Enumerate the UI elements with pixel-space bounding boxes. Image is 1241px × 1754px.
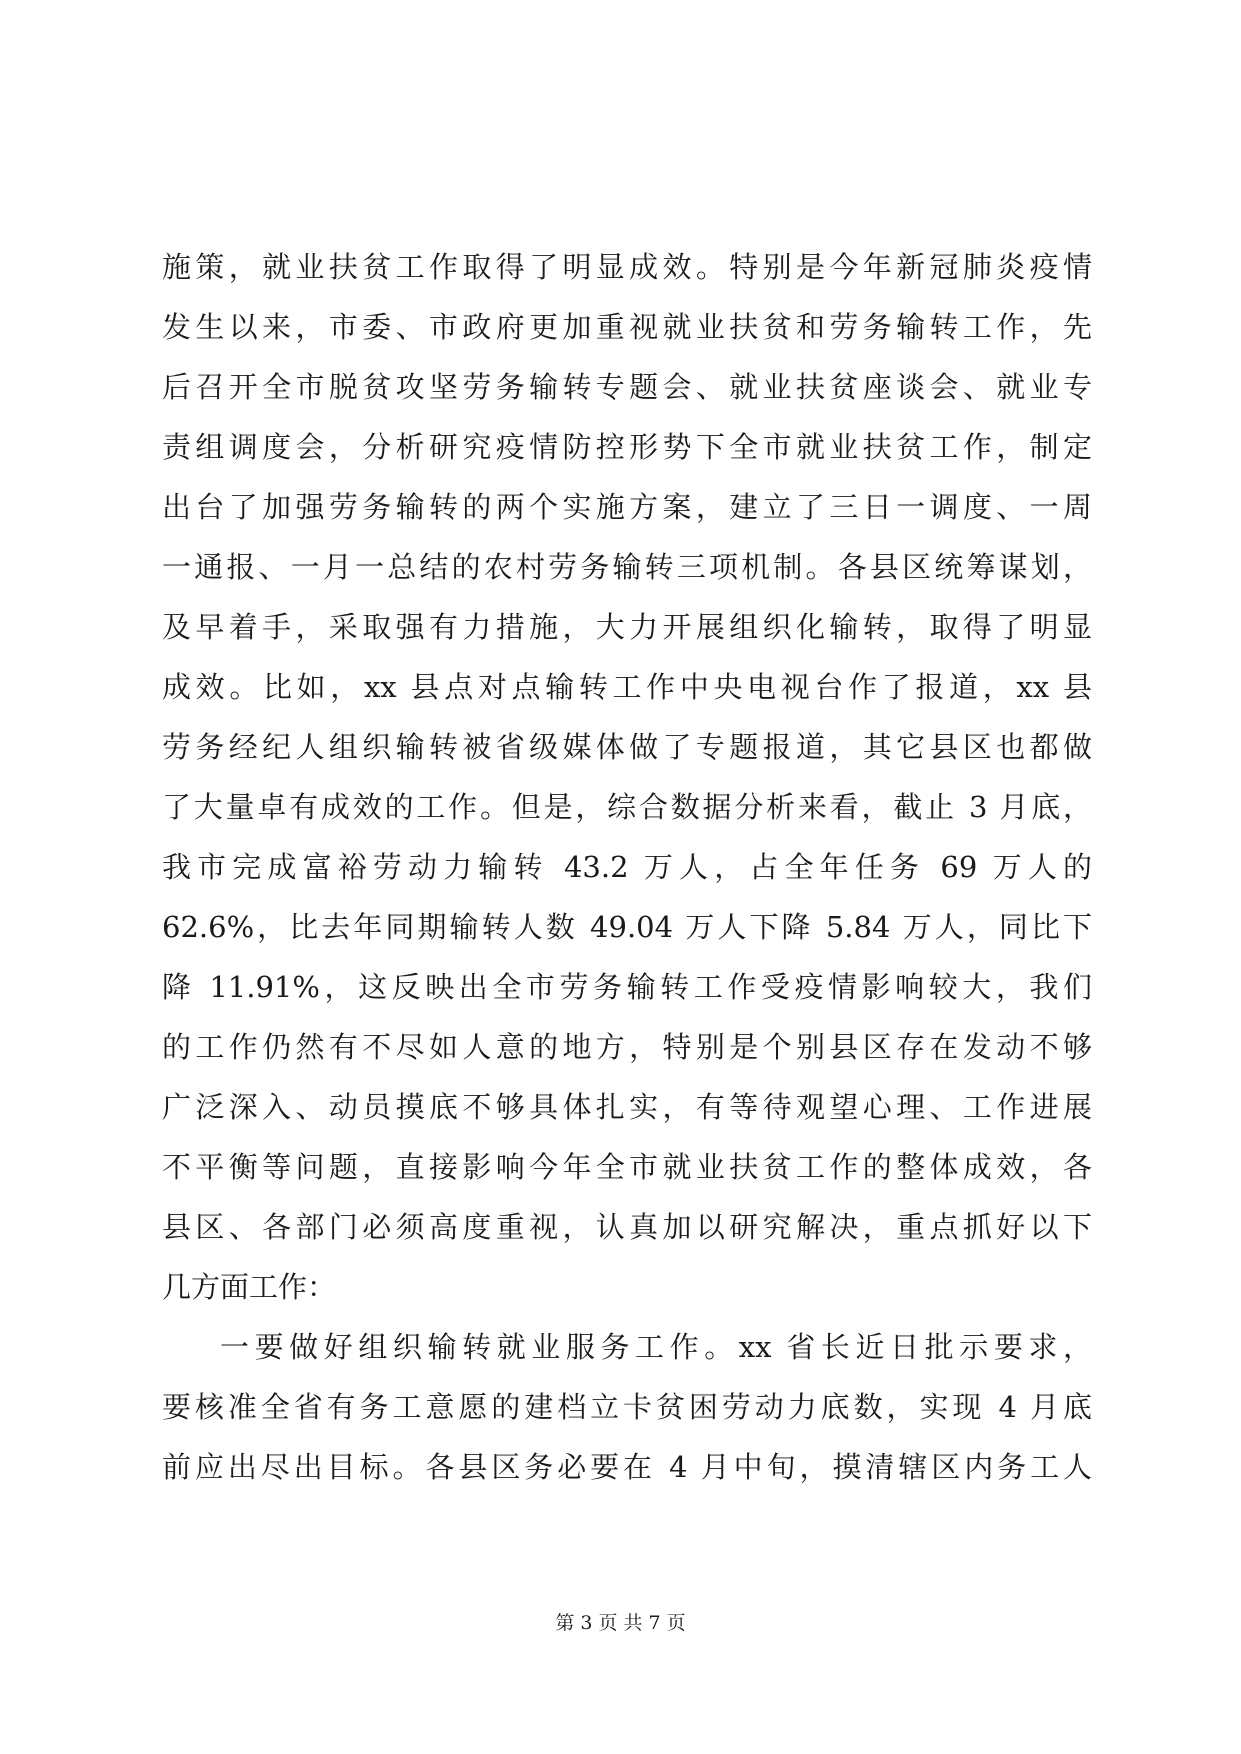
text-line: 一通报、一月一总结的农村劳务输转三项机制。各县区统筹谋划， bbox=[162, 550, 1092, 584]
text-line: 前应出尽出目标。各县区务必要在 4 月中旬，摸清辖区内务工人 bbox=[162, 1450, 1092, 1484]
text-line: 及早着手，采取强有力措施，大力开展组织化输转，取得了明显 bbox=[162, 610, 1092, 644]
text-line: 成效。比如，xx 县点对点输转工作中央电视台作了报道，xx 县 bbox=[162, 670, 1092, 704]
page-number: 第 3 页 共 7 页 bbox=[555, 1612, 686, 1634]
text-line: 我市完成富裕劳动力输转 43.2 万人，占全年任务 69 万人的 bbox=[162, 850, 1092, 884]
text-line: 降 11.91%，这反映出全市劳务输转工作受疫情影响较大，我们 bbox=[162, 970, 1092, 1004]
paragraph-2 bbox=[162, 1317, 1092, 1497]
text-line: 要核准全省有务工意愿的建档立卡贫困劳动力底数，实现 4 月底 bbox=[162, 1390, 1092, 1424]
text-line: 发生以来，市委、市政府更加重视就业扶贫和劳务输转工作，先 bbox=[162, 310, 1092, 344]
page-footer bbox=[0, 1611, 1241, 1635]
text-line: 了大量卓有成效的工作。但是，综合数据分析来看，截止 3 月底， bbox=[162, 790, 1092, 824]
text-line: 几方面工作： bbox=[162, 1270, 337, 1304]
text-line: 一要做好组织输转就业服务工作。xx 省长近日批示要求， bbox=[220, 1330, 1092, 1364]
text-line: 62.6%，比去年同期输转人数 49.04 万人下降 5.84 万人，同比下 bbox=[162, 910, 1092, 944]
text-line: 施策，就业扶贫工作取得了明显成效。特别是今年新冠肺炎疫情 bbox=[162, 250, 1092, 284]
text-line: 劳务经纪人组织输转被省级媒体做了专题报道，其它县区也都做 bbox=[162, 730, 1092, 764]
text-line: 的工作仍然有不尽如人意的地方，特别是个别县区存在发动不够 bbox=[162, 1030, 1092, 1064]
text-line: 广泛深入、动员摸底不够具体扎实，有等待观望心理、工作进展 bbox=[162, 1090, 1092, 1124]
text-line: 出台了加强劳务输转的两个实施方案，建立了三日一调度、一周 bbox=[162, 490, 1092, 524]
document-body bbox=[162, 237, 1092, 1497]
text-line: 县区、各部门必须高度重视，认真加以研究解决，重点抓好以下 bbox=[162, 1210, 1092, 1244]
text-line: 不平衡等问题，直接影响今年全市就业扶贫工作的整体成效，各 bbox=[162, 1150, 1092, 1184]
text-line: 后召开全市脱贫攻坚劳务输转专题会、就业扶贫座谈会、就业专 bbox=[162, 370, 1092, 404]
text-line: 责组调度会，分析研究疫情防控形势下全市就业扶贫工作，制定 bbox=[162, 430, 1092, 464]
paragraph-1 bbox=[162, 237, 1092, 1317]
